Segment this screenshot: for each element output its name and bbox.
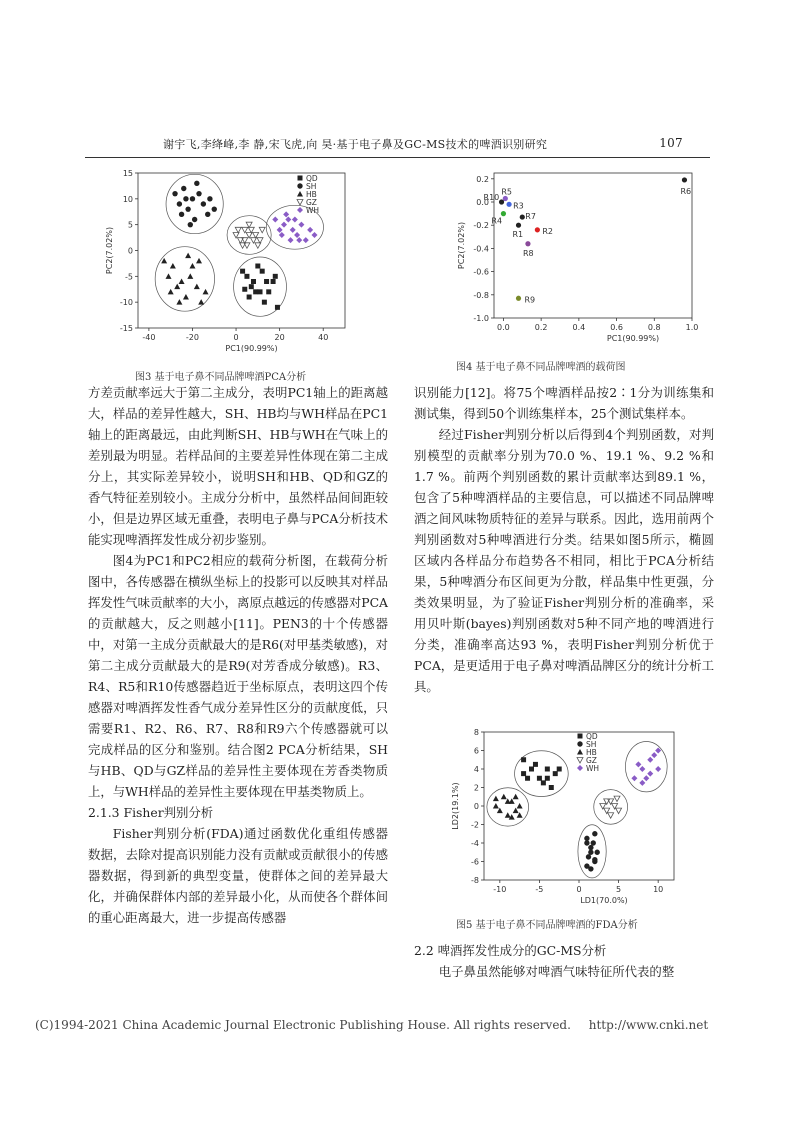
cluster-ellipse-hb [487,788,529,826]
point-wh [281,222,287,228]
legend-marker-hb [577,749,583,755]
y-tick-label: -0.6 [473,267,489,277]
point-qd [240,269,245,274]
point-wh [631,775,637,781]
x-tick-label: 0.8 [647,323,661,332]
y-tick-label: 0.2 [476,174,489,184]
point-qd [266,289,271,294]
point-wh [643,775,649,781]
fig3-pca-chart [100,168,350,360]
point-wh [647,771,653,777]
y-axis-label: PC2(7.02%) [457,221,466,270]
point-sh [584,836,589,841]
right-paragraph-3: 电子鼻虽然能够对啤酒气味特征所代表的整 [438,964,675,979]
x-axis-label: PC1(90.99%) [225,344,278,353]
loading-label-r1: R1 [512,230,524,240]
point-sh [592,831,597,836]
point-qd [545,776,550,781]
loading-label-r10: R10 [483,193,500,202]
point-qd [251,279,256,284]
point-qd [244,274,249,279]
point-wh [311,232,317,238]
fig4-loading-chart [452,168,702,348]
point-wh [307,227,313,233]
x-tick-label: 0.2 [534,323,548,332]
point-hb [187,273,193,279]
point-hb [505,812,511,818]
loading-label-r5: R5 [501,187,512,197]
legend-label-wh: WH [586,764,600,773]
point-wh [290,227,296,233]
point-qd [557,767,562,772]
y-tick-label: -4 [471,839,479,848]
x-tick-label: 40 [318,333,329,342]
loading-label-r7: R7 [525,212,536,222]
legend-marker-wh [297,207,303,213]
point-qd [258,289,263,294]
loading-label-r4: R4 [491,216,503,226]
point-qd [537,776,542,781]
x-tick-label: -10 [493,885,507,894]
point-wh [288,237,294,243]
point-sh [212,206,217,211]
point-wh [647,757,653,763]
point-qd [260,269,265,274]
legend-marker-gz [577,758,583,764]
y-tick-label: -0.2 [473,221,489,231]
y-tick-label: -1.0 [473,314,489,323]
point-hb [174,284,180,290]
point-gz [242,238,248,244]
point-wh [298,222,304,228]
point-gz [235,227,241,233]
running-header [163,136,683,152]
point-sh [183,196,188,201]
y-tick-label: 0 [473,802,479,811]
point-hb [183,294,189,300]
point-hb [185,253,191,259]
x-tick-label: -5 [535,885,544,894]
left-paragraph-1: 方差贡献率远大于第二主成分，表明PC1轴上的距离越大，样品的差异性越大，SH、HB均与WH样品在PC1轴上的距离最远，由此判断SH、HB与WH在气味上的差别最为明显。若样品间的主要差异性体现在第二主成分上，其实际差异较小，说明SH和HB、QD和GZ的香气特征差别较小。主成分分析中，虽然样品间间距较小，但是边界区域无重叠，表明电子鼻与PCA分析技术能实现啤酒挥发性成分初步鉴别。 [88,385,388,547]
point-sh [586,854,591,859]
point-qd [249,284,254,289]
x-tick-label: 0.4 [572,323,586,332]
y-tick-label: 15 [122,169,133,178]
legend-marker-sh [297,183,302,188]
loading-label-r6: R6 [680,186,692,196]
point-sh [192,217,197,222]
point-hb [196,258,202,264]
point-hb [513,794,519,800]
legend-label-qd: QD [586,732,598,741]
y-axis-label: PC2(7.02%) [105,226,114,275]
point-hb [170,263,176,269]
point-gz [614,796,620,802]
y-tick-label: -2 [471,820,479,830]
loading-label-r8: R8 [522,248,534,258]
point-qd [253,289,258,294]
y-tick-label: 5 [127,220,133,230]
point-sh [207,196,212,201]
point-qd [273,274,278,279]
y-tick-label: 8 [473,728,479,737]
header-rule [85,157,710,158]
legend-label-sh: SH [586,740,597,749]
point-wh [655,766,661,772]
point-wh [303,237,309,243]
y-tick-label: 10 [122,194,133,204]
point-sh [194,181,199,186]
point-qd [271,279,276,284]
point-qd [521,757,526,762]
legend-marker-hb [297,191,303,197]
point-sh [188,222,193,227]
loading-point-r4 [501,211,506,216]
fig5-caption: 图5 基于电子鼻不同品牌啤酒的FDA分析 [456,920,638,931]
point-sh [196,191,201,196]
loading-point-r7 [520,214,525,219]
point-sh [201,201,206,206]
point-wh [294,232,300,238]
point-sh [205,212,210,217]
loading-point-r3 [506,202,511,207]
fig4-caption: 图4 基于电子鼻不同品牌啤酒的载荷图 [456,362,626,373]
point-wh [285,217,291,223]
right-paragraph-1: 识别能力[12]。将75个啤酒样品按2∶1分为训练集和测试集，得到50个训练集样本，25个测试集样本。 [414,385,714,421]
right-paragraph-2: 经过Fisher判别分析以后得到4个判别函数，对判别模型的贡献率分别为70.0 %、19.1 %、9.2 %和1.7 %。前两个判别函数的累计贡献率达到89.1 %，包含了5种啤酒样品的主要信息，可以描述不同品牌啤酒之间风味物质特征的差异与联系。因此，选用前两个判别函数对5种啤酒进行分类。结果如图5所示，椭圆区域内各样品分布趋势各不相同，相比于PCA分析结果，5种啤酒分布区间更为分散，样品集中性更强，分类效果明显，为了验证Fisher判别分析的准确率，采用贝叶斯(bayes)判别函数对5种不同产地的啤酒进行分类，准确率高达93 %，表明Fisher判别分析优于PCA，是更适用于电子鼻对啤酒品牌区分的统计分析工具。 [414,427,714,694]
legend-marker-wh [577,765,583,771]
cluster-ellipse-wh [625,742,667,792]
point-hb [189,263,195,269]
point-sh [588,850,593,855]
point-sh [181,186,186,191]
loading-label-r2: R2 [542,226,554,236]
point-qd [262,300,267,305]
point-wh [283,211,289,217]
y-tick-label: 2 [473,783,479,793]
section-2-1-3-heading: 2.1.3 Fisher判别分析 [88,805,214,820]
point-qd [264,279,269,284]
point-qd [529,767,534,772]
point-sh [588,845,593,850]
legend-label-sh: SH [306,182,317,191]
point-wh [651,752,657,758]
x-tick-label: -20 [185,333,200,342]
point-sh [185,206,190,211]
loading-point-r8 [525,241,530,246]
legend-label-hb: HB [306,190,317,199]
point-wh [635,761,641,767]
point-qd [545,767,550,772]
page-number: 107 [659,136,683,150]
right-column-bottom [414,940,714,982]
loading-label-r3: R3 [513,201,524,211]
y-tick-label: -5 [125,272,133,282]
fig5-fda-chart [448,728,684,905]
legend-label-hb: HB [586,748,597,757]
point-qd [553,771,558,776]
x-tick-label: 10 [653,885,664,894]
right-column-top [414,382,714,697]
legend-marker-gz [297,200,303,206]
x-tick-label: 0 [576,885,582,894]
point-wh [292,217,298,223]
y-tick-label: 0.0 [476,198,489,207]
point-sh [591,840,596,845]
point-qd [275,305,280,310]
y-tick-label: -0.4 [473,244,489,254]
footer-copyright: (C)1994-2021 China Academic Journal Electronic Publishing House. All rights reserved. [35,1018,571,1032]
left-paragraph-3: Fisher判别分析(FDA)通过函数优化重组传感器数据，去除对提高识别能力没有贡献或贡献很小的传感器数据，得到新的典型变量，使群体之间的差异最大化，并确保群体内部的差异最小化，从而使各个群体间的重心距离最大，进一步提高传感器 [88,826,388,925]
point-hb [501,794,507,800]
x-tick-label: 5 [616,885,622,894]
point-sh [177,201,182,206]
footer [35,1018,708,1032]
x-axis-label: LD1(70.0%) [580,896,628,905]
y-tick-label: -0.8 [473,290,489,300]
x-tick-label: 0.0 [497,323,510,332]
section-2-2-heading: 2.2 啤酒挥发性成分的GC-MS分析 [414,943,607,958]
y-tick-label: 0 [127,246,133,256]
point-wh [272,217,278,223]
point-sh [172,191,177,196]
fig3-caption: 图3 基于电子鼻不同品牌啤酒PCA分析 [135,372,307,383]
point-gz [257,238,263,244]
point-hb [517,803,523,809]
point-gz [255,243,261,249]
point-qd [549,785,554,790]
point-sh [588,866,593,871]
x-axis-label: PC1(90.99%) [606,334,660,343]
loading-point-r1 [516,223,521,228]
loading-label-r9: R9 [524,295,536,305]
cluster-ellipse-hb [155,247,214,312]
point-wh [296,237,302,243]
point-gz [616,808,622,814]
legend-label-qd: QD [306,174,318,183]
point-wh [277,227,283,233]
point-qd [541,780,546,785]
point-wh [639,780,645,786]
point-hb [493,796,499,802]
point-sh [592,857,597,862]
loading-point-r9 [516,296,521,301]
y-axis-label: LD2(19.1%) [451,782,460,830]
legend-marker-sh [577,741,582,746]
y-tick-label: 6 [473,746,479,756]
point-qd [533,762,538,767]
point-hb [166,273,172,279]
point-qd [255,264,260,269]
point-qd [525,776,530,781]
loading-point-r6 [682,177,687,182]
point-qd [247,295,252,300]
point-hb [179,279,185,285]
point-hb [198,299,204,305]
x-tick-label: 1.0 [685,323,699,332]
running-title: 谢宇飞,李绛峰,李 静,宋飞虎,向 昊·基于电子鼻及GC-MS技术的啤酒识别研究 [163,138,548,151]
point-gz [242,227,248,233]
legend-label-gz: GZ [586,756,597,765]
point-wh [279,232,285,238]
y-tick-label: 4 [473,765,479,774]
point-hb [176,299,182,305]
cluster-ellipse-gz [227,216,271,255]
point-wh [639,766,645,772]
point-sh [584,840,589,845]
footer-url: http://www.cnki.net [588,1018,709,1032]
y-tick-label: -10 [119,298,133,308]
loading-point-r2 [535,227,540,232]
point-gz [259,227,265,233]
point-hb [493,803,499,809]
y-tick-label: -8 [471,876,479,885]
point-hb [194,284,200,290]
point-sh [595,850,600,855]
point-qd [521,771,526,776]
point-hb [168,289,174,295]
x-tick-label: 0.6 [610,323,623,332]
point-gz [246,222,252,228]
point-gz [608,813,614,819]
legend-label-gz: GZ [306,198,317,207]
legend-marker-qd [578,734,583,739]
point-hb [203,289,209,295]
legend-marker-qd [298,176,303,181]
point-gz [253,233,259,239]
x-tick-label: -40 [142,333,156,342]
left-paragraph-2: 图4为PC1和PC2相应的载荷分析图，在载荷分析图中，各传感器在横纵坐标上的投影可以反映其对样品挥发性气味贡献率的大小，离原点越远的传感器对PCA的贡献越大，反之则越小[11]。PEN3的十个传感器中，对第一主成分贡献最大的是R6(对甲基类敏感)，对第二主成分贡献最大的是R9(对芳香成分敏感)。R3、R4、R5和R10传感器趋近于坐标原点，表明这四个传感器对啤酒挥发性香气成分差异性区分的贡献度低，只需要R1、R2、R6、R7、R8和R9六个传感器就可以完成样品的区分和鉴别。结合图2 PCA分析结果，SH与HB、QD与GZ样品的差异性主要体现在芳香类物质上，与WH样品的差异性主要体现在甲基类物质上。 [88,553,388,799]
loading-point-r10 [499,199,504,204]
y-tick-label: -15 [119,324,133,333]
point-sh [190,196,195,201]
point-qd [242,287,247,292]
point-sh [179,212,184,217]
legend-label-wh: WH [306,206,320,215]
x-tick-label: 0 [233,333,239,342]
y-tick-label: -6 [471,857,479,867]
left-column [88,382,388,928]
x-tick-label: 20 [274,333,285,342]
